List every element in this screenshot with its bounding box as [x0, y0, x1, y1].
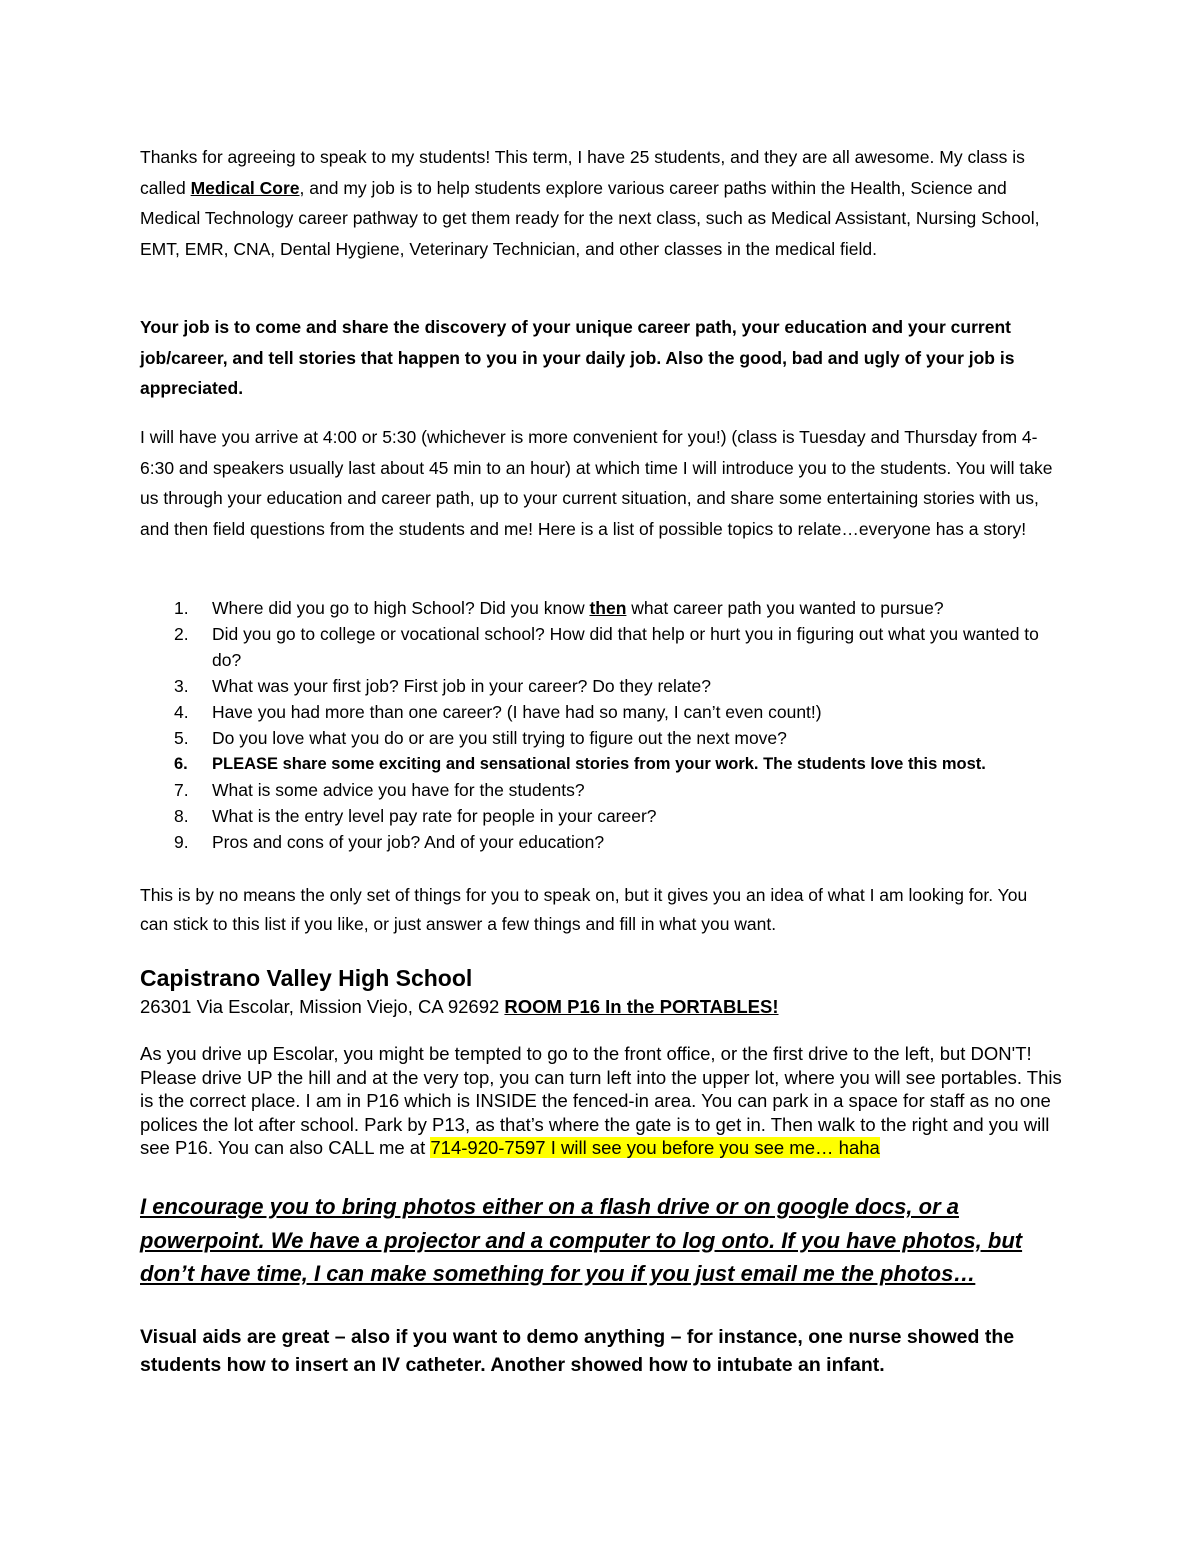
class-name: Medical Core — [190, 177, 300, 198]
closing-paragraph: This is by no means the only set of things for you to speak on, but it gives you an idea of what I am looking for. You can stick to this list if you like, or just answer a few things and fill in what you want. — [140, 885, 1028, 934]
school-address — [140, 994, 779, 1020]
list-item — [140, 673, 1060, 699]
list-item-text: PLEASE share some exciting and sensational stories from your work. The students love this most. — [212, 755, 986, 773]
topics-list — [140, 595, 1060, 855]
list-item — [140, 829, 1060, 855]
list-number: 8. — [174, 806, 189, 826]
list-item-text: Where did you go to high School? Did you know — [212, 598, 590, 618]
phone-number[interactable]: 714-920-7597 — [430, 1137, 546, 1158]
room-location: ROOM P16 In the PORTABLES! — [504, 996, 779, 1017]
list-item — [140, 777, 1060, 803]
list-number: 3. — [174, 676, 189, 696]
school-name-heading: Capistrano Valley High School — [140, 965, 473, 991]
job-paragraph: Your job is to come and share the discovery of your unique career path, your education and your current job/career, and tell stories that happen to you in your daily job. Also the good, bad and ugly of your job is appreciated. — [140, 317, 1015, 398]
list-item-text: What was your first job? First job in your career? Do they relate? — [212, 676, 711, 696]
visual-aids-paragraph: Visual aids are great – also if you want to demo anything – for instance, one nurse showed the students how to insert an IV catheter. Another showed how to intubate an infant. — [140, 1326, 1015, 1376]
list-number: 7. — [174, 780, 189, 800]
address-text: 26301 Via Escolar, Mission Viejo, CA 92692 — [140, 996, 505, 1017]
intro-text-continued: , and my job is to help students explore various career paths within the Health, Science and Medical Technology career pathway to get them ready for the next class, such as Medical Assistant, Nursing School, EMT, EMR, CNA, Dental Hygiene, Veterinary Technician, and other classes in the medical field. — [140, 177, 1040, 259]
list-number: 2. — [174, 624, 189, 644]
list-item-text: Do you love what you do or are you still trying to figure out the next move? — [212, 728, 787, 748]
list-number: 9. — [174, 832, 189, 852]
list-item-text: What is some advice you have for the students? — [212, 780, 585, 800]
list-number: 1. — [174, 598, 189, 618]
intro-text: Thanks for agreeing to speak to my students! This term, I have 25 students, and they are all awesome. My class is called — [140, 147, 1025, 198]
list-item — [140, 725, 1060, 751]
photos-encouragement: I encourage you to bring photos either on a flash drive or on google docs, or a powerpoint. We have a projector and a computer to log onto. If you have photos, but don’t have time, I can make something for you if you just email me the photos… — [140, 1194, 1023, 1286]
list-item-text: what career path you wanted to pursue? — [626, 598, 944, 618]
list-number: 5. — [174, 728, 189, 748]
list-item-text: What is the entry level pay rate for people in your career? — [212, 806, 657, 826]
directions-text: As you drive up Escolar, you might be tempted to go to the front office, or the first drive to the left, but DON'T! Please drive UP the hill and at the very top, you can turn left into the upper lot, where you will see portables. This is the correct place. I am in P16 which is INSIDE the fenced-in area. You can park in a space for staff as no one polices the lot after school. Park by P13, as that’s where the gate is to get in. Then walk to the right and you will see P16. You can also CALL me at — [140, 1043, 1062, 1158]
list-item — [140, 699, 1060, 725]
list-number: 4. — [174, 702, 189, 722]
list-item — [140, 751, 1060, 777]
list-item — [140, 595, 1060, 621]
list-item-text: Have you had more than one career? (I have had so many, I can’t even count!) — [212, 702, 822, 722]
list-item — [140, 621, 1060, 673]
directions-paragraph — [140, 1042, 1070, 1160]
list-item-text: Did you go to college or vocational school? How did that help or hurt you in figuring out what you wanted to do? — [212, 624, 1039, 670]
list-item — [140, 803, 1060, 829]
highlighted-note: I will see you before you see me… haha — [545, 1137, 880, 1158]
list-number: 6. — [174, 755, 188, 773]
intro-paragraph — [140, 142, 1060, 264]
emphasis-word: then — [589, 598, 627, 618]
list-item-text: Pros and cons of your job? And of your education? — [212, 832, 605, 852]
arrival-paragraph: I will have you arrive at 4:00 or 5:30 (whichever is more convenient for you!) (class is Tuesday and Thursday from 4-6:30 and speakers usually last about 45 min to an hour) at which time I will introduce you to the students. You will take us through your education and career path, up to your current situation, and share some entertaining stories with us, and then field questions from the students and me! Here is a list of possible topics to relate…everyone has a story! — [140, 427, 1053, 539]
